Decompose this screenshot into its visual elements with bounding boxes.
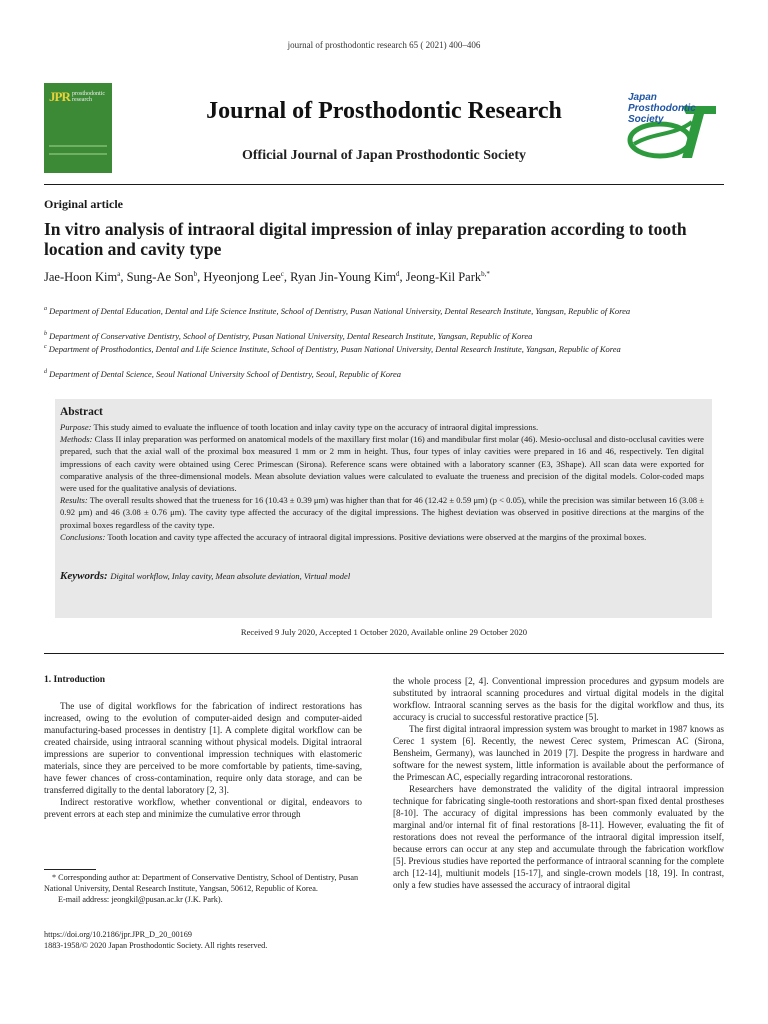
journal-subtitle: Official Journal of Japan Prosthodontic Society — [241, 148, 527, 163]
affiliation-a — [44, 304, 734, 317]
abstract-body — [60, 421, 704, 543]
methods-label: Methods: — [60, 434, 93, 445]
purpose-label: Purpose: — [60, 422, 92, 432]
author-name: Ryan Jin-Young Kim — [290, 270, 397, 285]
keywords — [60, 570, 704, 582]
affiliation-mark: d — [44, 369, 47, 375]
abstract-heading: Abstract — [60, 406, 103, 418]
purpose-text: This study aimed to evaluate the influence of tooth location and inlay cavity type on the accuracy of intraoral digital impressions. — [93, 422, 539, 432]
abstract-conclusions — [60, 531, 704, 543]
copyright: 1883-1958/© 2020 Japan Prosthodontic Society. All rights reserved. — [44, 941, 268, 950]
author-name: Sung-Ae Son — [126, 270, 194, 285]
right-column — [393, 675, 724, 891]
results-label: Results: — [60, 495, 88, 506]
affiliation-text: Department of Dental Science, Seoul National University School of Dentistry, Seoul, Republic of Korea — [49, 368, 402, 379]
author-affiliation-mark: b — [193, 270, 198, 278]
author-name: Jae-Hoon Kim — [44, 270, 118, 285]
article-title: In vitro analysis of intraoral digital impression of inlay preparation according to tooth location and cavity type — [44, 219, 687, 259]
author-affiliation-mark: b,* — [481, 270, 490, 278]
cover-band — [49, 145, 107, 147]
keywords-label: Keywords: — [60, 570, 108, 582]
affiliation-d — [44, 367, 734, 380]
abstract-methods — [60, 433, 704, 494]
section-heading: 1. Introduction — [44, 675, 106, 685]
affiliation-text: Department of Prosthodontics, Dental and Life Science Institute, School of Dentistry, Pusan National University, Dental Research Institute, Yangsan, Republic of Korea — [48, 343, 621, 354]
author-affiliation-mark: a — [117, 270, 121, 278]
affiliation-c — [44, 342, 664, 355]
society-name-line3: Society — [628, 114, 664, 125]
email-address: E-mail address: jeongkil@pusan.ac.kr (J.K. Park). — [58, 895, 223, 904]
author-list: Jae-Hoon Kim$^a$, Sung-Ae Son$^b$, Hyeonjong Lee$^c$, Ryan Jin-Young Kim$^d$, Jeong-Kil Park$^{b,*}$ — [44, 270, 490, 285]
affiliation-b — [44, 329, 734, 342]
footnote-rule — [44, 869, 96, 870]
doi-link[interactable]: https://doi.org/10.2186/jpr.JPR_D_20_00169 — [44, 930, 192, 939]
keywords-text: Digital workflow, Inlay cavity, Mean absolute deviation, Virtual model — [110, 571, 351, 581]
cover-subtitle-line1: prosthodontic — [72, 91, 105, 97]
corresponding-author: * Corresponding author at: Department of Conservative Dentistry, School of Dentistry, Pusan National University, Dental Research Institute, Yangsan, 50612, Republic of Korea. — [44, 873, 359, 893]
affiliation-mark: b — [44, 331, 47, 337]
paragraph: Researchers have demonstrated the validity of the digital intraoral impression technique for fabricating single-tooth restorations and short-span fixed dental prostheses [8-10]. The accuracy of digital impressions has been commonly evaluated by the marginal and/or internal fit of final restorations [8-11]. However, evaluating the fit of restorations does not reveal the performance of the intraoral digital impression itself, because errors can occur at any step and accumulate through the fabrication workflow [5]. Previous studies have reported the performance of intraoral scanning for the complete arch [12-14], multiunit models [15-17], and single-crown models [18, 19]. In contrast, only a few studies have assessed the accuracy of intraoral digital — [393, 784, 724, 890]
footnote — [44, 872, 362, 905]
abstract-results — [60, 494, 704, 531]
society-name-line1: Japan — [628, 92, 657, 103]
conclusions-text: Tooth location and cavity type affected the accuracy of intraoral digital impressions. Positive deviations were observed at the margins of the proximal boxes. — [107, 531, 647, 542]
affiliation-text: Department of Dental Education, Dental and Life Science Institute, School of Dentistry, Pusan National University, Dental Research Institute, Yangsan, Republic of Korea — [49, 305, 631, 316]
author-name: Jeong-Kil Park — [405, 270, 482, 285]
paragraph: The use of digital workflows for the fabrication of indirect restorations has increased, owing to the evolution of computer-aided design and computer-aided manufacturing-based processes in dentistry [1]. A complete digital workflow can be created chairside, using intraoral scanning without physical models. Digital intraoral impressions are superior to conventional impression techniques with elastomeric materials, since they are perceived to be more comfortable by patients, time-saving, have fewer chances of cross-contamination, require only data storage, and can be transferred digitally to the dental laboratory [2, 3]. — [44, 701, 362, 795]
society-logo-text — [628, 92, 708, 125]
paragraph: the whole process [2, 4]. Conventional impression procedures and gypsum models are substituted by intraoral scanning procedures and virtual digital models in the digital workflow. Intraoral scanning serves as the basis for the digital workflow and thus, its accuracy is crucial to successful restorative practice [5]. — [393, 676, 724, 722]
received-dates: Received 9 July 2020, Accepted 1 October 2020, Available online 29 October 2020 — [240, 627, 528, 637]
author-affiliation-mark: c — [280, 270, 284, 278]
article-type: Original article — [44, 197, 123, 211]
society-name-line2: Prosthodontic — [628, 103, 696, 114]
abstract-purpose — [60, 421, 704, 433]
affiliation-text: Department of Conservative Dentistry, School of Dentistry, Pusan National University, Dental Research Institute, Yangsan, Republic of Korea — [49, 330, 533, 341]
results-text: The overall results showed that the trueness for 16 (10.43 ± 0.39 μm) was higher than that for 46 (12.42 ± 0.59 μm) (p < 0.05), while the precision was similar between 16 (3.08 ± 0.92 μm) and 46 (3.08 ± 0.76 μm). The cavity type affected the accuracy of the digital impressions. The highest deviation was observed in positive directions at the margins of the proximal boxes regardless of the cavity type. — [60, 495, 704, 530]
author-affiliation-mark: d — [396, 270, 400, 278]
paragraph: Indirect restorative workflow, whether conventional or digital, endeavors to prevent errors at each step and minimize the cumulative error through — [44, 797, 362, 819]
left-column — [44, 700, 362, 820]
running-header: journal of prosthodontic research 65 ( 2021) 400–406 — [287, 40, 481, 50]
author-name: Hyeonjong Lee — [203, 270, 281, 285]
conclusions-label: Conclusions: — [60, 531, 106, 542]
affiliation-mark: c — [44, 344, 47, 350]
cover-subtitle-line2: research — [72, 97, 92, 103]
methods-text: Class II inlay preparation was performed on anatomical models of the maxillary first molar (16) and mandibular first molar (46). Mesio-occlusal and disto-occlusal cavities were prepared, such that the axial wall of the proximal box measured 1 mm or 2 mm in height. Thus, four types of inlay cavities were prepared in 16 and 46, respectively. Ten digital impressions of each cavity were obtained using Cerec Primescan (Sirona). Reference scans were obtained with a laboratory scanner (E3, 3Shape). All scan data were exported for comparative analysis of the three-dimensional models. Mean absolute deviation values were calculated to evaluate the trueness and precision of the digital models. Color-coded maps were used for the qualitative analysis of deviations. — [60, 434, 704, 494]
doi-block — [44, 929, 362, 951]
paragraph: The first digital intraoral impression system was brought to market in 1987 knows as Cerec 1 system [6]. Recently, the newest Cerec system, Primescan AC (Sirona, Bensheim, Germany), was launched in 2019 [7]. Despite the progress in hardware and software for the newest system, little information is available about the performance of the Primescan AC, especially regarding intracoronal restorations. — [393, 724, 724, 782]
affiliation-mark: a — [44, 306, 47, 312]
cover-logo: JPR — [49, 89, 70, 104]
header-divider — [44, 184, 724, 185]
journal-title: Journal of Prosthodontic Research — [206, 98, 562, 124]
abstract-divider — [44, 653, 724, 654]
